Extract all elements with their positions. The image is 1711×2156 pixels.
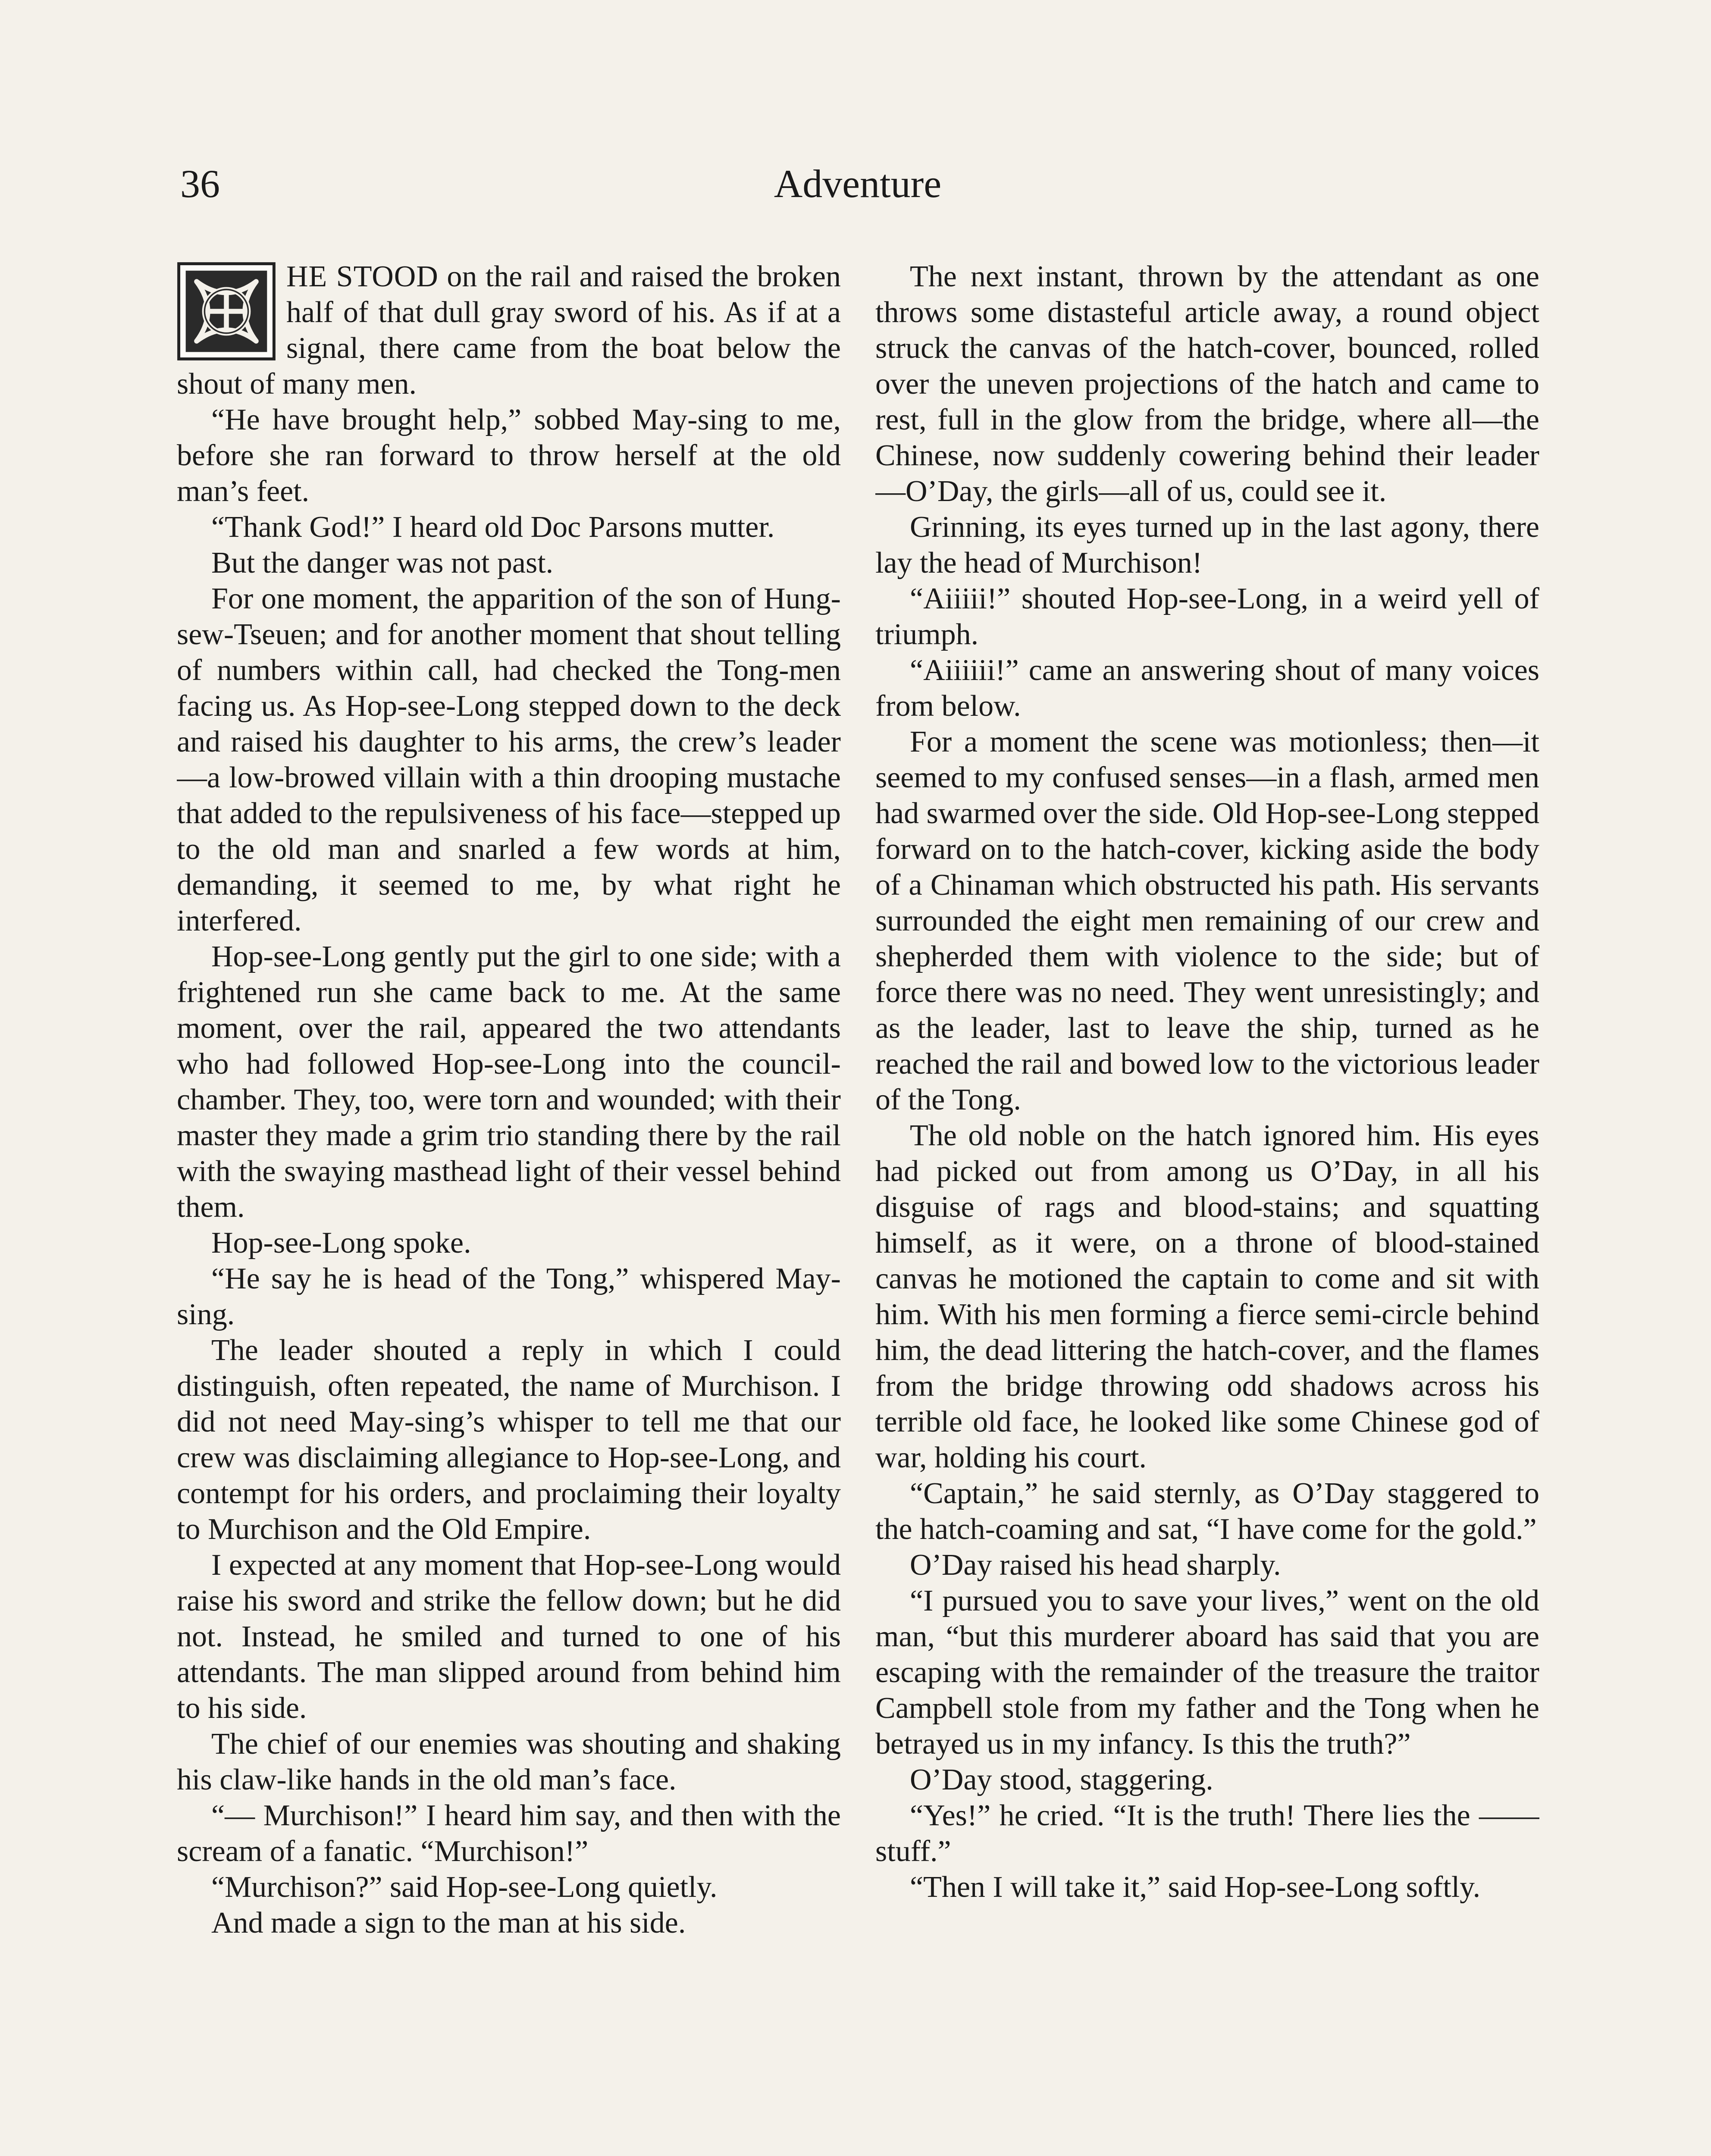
paragraph: O’Day stood, staggering. bbox=[910, 1763, 1213, 1796]
paragraph: “Captain,” he said sternly, as O’Day staggered to the hatch-coaming and sat, “I have come for the gold.” bbox=[875, 1477, 1539, 1546]
opening-words: HE STOOD bbox=[286, 260, 439, 293]
paragraph: Hop-see-Long gently put the girl to one side; with a frightened run she came back to me. At the same moment, over the rail, appeared the two attendants who had followed Hop-see-Long into the council-chamber. They, too, were torn and wounded; with their master they made a grim trio standing there by the rail with the swaying masthead light of their vessel behind them. bbox=[177, 940, 841, 1224]
paragraph: “Murchison?” said Hop-see-Long quietly. bbox=[211, 1871, 718, 1904]
paragraph: “Then I will take it,” said Hop-see-Long softly. bbox=[910, 1871, 1481, 1904]
left-column bbox=[177, 259, 841, 2156]
paragraph: “I pursued you to save your lives,” went on the old man, “but this murderer aboard has said that you are escaping with the remainder of the treasure the traitor Campbell stole from my father and the Tong when he betrayed us in my infancy. Is this the truth?” bbox=[875, 1584, 1539, 1761]
paragraph: The next instant, thrown by the attendant as one throws some distasteful article away, a round object struck the canvas of the hatch-cover, bounced, rolled over the uneven projections of the hatch and came to rest, full in the glow from the bridge, where all—the Chinese, now suddenly cowering behind their leader—O’Day, the girls—all of us, could see it. bbox=[875, 260, 1539, 508]
paragraph: “Aiiiii!” shouted Hop-see-Long, in a weird yell of triumph. bbox=[875, 582, 1539, 651]
paragraph: “— Murchison!” I heard him say, and then with the scream of a fanatic. “Murchison!” bbox=[177, 1799, 841, 1868]
paragraph: “Thank God!” I heard old Doc Parsons mutter. bbox=[211, 511, 775, 544]
decorative-knot-dropcap-icon bbox=[177, 261, 276, 361]
paragraph: I expected at any moment that Hop-see-Long would raise his sword and strike the fellow down; but he did not. Instead, he smiled and turned to one of his attendants. The man slipped around from behind him to his side. bbox=[177, 1548, 841, 1725]
paragraph: The leader shouted a reply in which I could distinguish, often repeated, the name of Murchison. I did not need May-sing’s whisper to tell me that our crew was disclaiming allegiance to Hop-see-Long, and contempt for his orders, and proclaiming their loyalty to Murchison and the Old Empire. bbox=[177, 1334, 841, 1546]
paragraph: The chief of our enemies was shouting and shaking his claw-like hands in the old man’s face. bbox=[177, 1727, 841, 1796]
paragraph: But the danger was not past. bbox=[211, 546, 554, 580]
page-header bbox=[177, 164, 1539, 224]
paragraph: The old noble on the hatch ignored him. His eyes had picked out from among us O’Day, in all his disguise of rags and blood-stains; and squatting himself, as it were, on a throne of blood-stained canvas he motioned the captain to come and sit with him. With his men forming a fierce semi-circle behind him, the dead littering the hatch-cover, and the flames from the bridge throwing odd shadows across his terrible old face, he looked like some Chinese god of war, holding his court. bbox=[875, 1119, 1539, 1474]
paragraph: For one moment, the apparition of the son of Hung-sew-Tseuen; and for another moment that shout telling of numbers within call, had checked the Tong-men facing us. As Hop-see-Long stepped down to the deck and raised his daughter to his arms, the crew’s leader—a low-browed villain with a thin drooping mustache that added to the repulsiveness of his face—stepped up to the old man and snarled a few words at him, demanding, it seemed to me, by what right he interfered. bbox=[177, 582, 841, 937]
paragraph: O’Day raised his head sharply. bbox=[910, 1548, 1281, 1582]
paragraph: “He say he is head of the Tong,” whispered May-sing. bbox=[177, 1262, 841, 1331]
paragraph: “He have brought help,” sobbed May-sing to me, before she ran forward to throw herself at the old man’s feet. bbox=[177, 403, 841, 508]
page-number: 36 bbox=[180, 162, 220, 206]
paragraph: Hop-see-Long spoke. bbox=[211, 1226, 471, 1260]
paragraph bbox=[177, 259, 841, 402]
right-column bbox=[875, 259, 1539, 2156]
magazine-title: Adventure bbox=[774, 162, 942, 206]
paragraph: Grinning, its eyes turned up in the last agony, there lay the head of Murchison! bbox=[875, 511, 1539, 580]
paragraph: For a moment the scene was motionless; then—it seemed to my confused senses—in a flash, armed men had swarmed over the side. Old Hop-see-Long stepped forward on to the hatch-cover, kicking aside the body of a Chinaman which obstructed his path. His servants surrounded the eight men remaining of our crew and shepherded them with violence to the side; but of force there was no need. They went unresistingly; and as the leader, last to leave the ship, turned as he reached the rail and bowed low to the victorious leader of the Tong. bbox=[875, 725, 1539, 1116]
paragraph-text: on the rail and raised the broken half of that dull gray sword of his. As if at a signal, there came from the boat below the shout of many men. bbox=[177, 260, 841, 401]
paragraph: “Yes!” he cried. “It is the truth! There lies the —— stuff.” bbox=[875, 1799, 1539, 1868]
paragraph: “Aiiiiii!” came an answering shout of many voices from below. bbox=[875, 654, 1539, 723]
paragraph: And made a sign to the man at his side. bbox=[211, 1906, 686, 1940]
